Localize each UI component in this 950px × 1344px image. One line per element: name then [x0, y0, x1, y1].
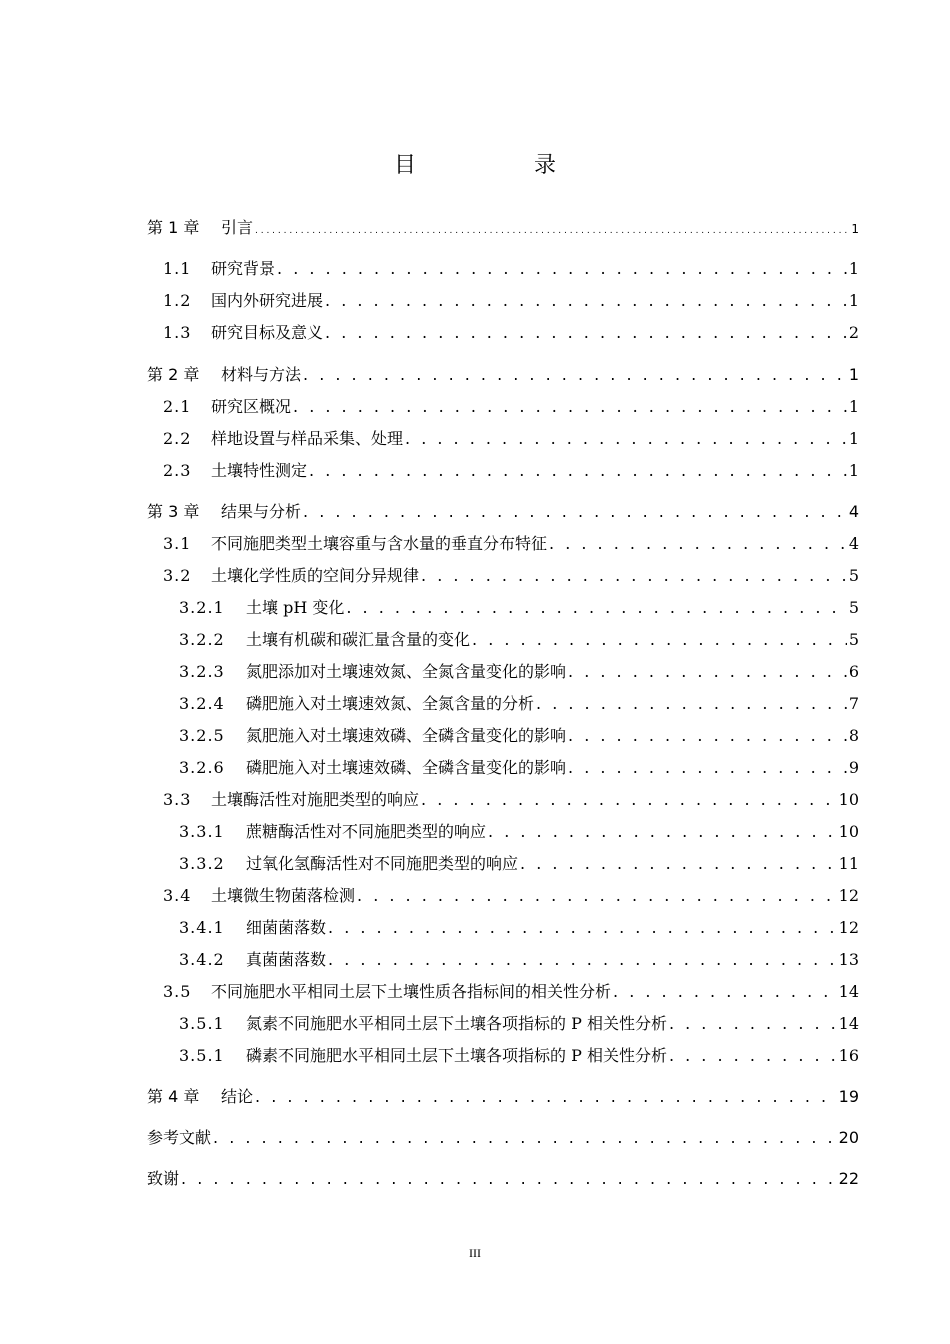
toc-entry-number: 3.4.2	[179, 950, 225, 969]
toc-entry-acknowledgements[interactable]	[147, 1166, 859, 1192]
toc-entry-number: 3.2.4	[179, 694, 225, 713]
toc-entry-page: 14	[838, 982, 859, 1001]
toc-entry-1-3[interactable]	[163, 320, 859, 346]
toc-entry-number: 3.3.2	[179, 854, 225, 873]
toc-entry-number: 3.4	[163, 886, 192, 905]
toc-entry-title: 土壤特性测定	[211, 461, 308, 480]
toc-entry-3-3-1[interactable]	[179, 819, 859, 845]
toc-entry-page: 1	[851, 222, 859, 236]
toc-entry-number: 3.5	[163, 982, 192, 1001]
toc-entry-number: 3.4.1	[179, 918, 225, 937]
toc-entry-3-2-3[interactable]	[179, 659, 859, 685]
toc-entry-number: 3.1	[163, 534, 192, 553]
toc-entry-title: 磷肥施入对土壤速效氮、全氮含量的分析	[246, 694, 535, 713]
toc-entry-number: 第 2 章	[147, 365, 200, 384]
toc-entry-1-1[interactable]	[163, 256, 859, 282]
toc-entry-page: 19	[838, 1087, 859, 1106]
toc-entry-page: 1	[848, 291, 859, 310]
toc-dot-leader	[277, 256, 847, 282]
toc-dot-leader	[536, 691, 847, 717]
toc-entry-title: 材料与方法	[221, 365, 302, 384]
toc-entry-number: 3.2	[163, 566, 192, 585]
toc-entry-3-5[interactable]	[163, 979, 859, 1005]
toc-entry-title: 研究区概况	[211, 397, 292, 416]
toc-entry-chapter-3[interactable]	[147, 499, 859, 525]
toc-dot-leader	[520, 851, 837, 877]
toc-entry-page: 10	[838, 822, 859, 841]
toc-entry-page: 1	[848, 429, 859, 448]
toc-entry-3-2[interactable]	[163, 563, 859, 589]
toc-entry-page: 5	[848, 598, 859, 617]
toc-entry-3-2-1[interactable]	[179, 595, 859, 621]
toc-entry-title: 结论	[221, 1087, 254, 1106]
toc-dot-leader	[328, 915, 837, 941]
toc-dot-leader	[613, 979, 837, 1005]
toc-entry-number: 第 1 章	[147, 218, 200, 237]
toc-entry-page: 1	[848, 461, 859, 480]
toc-entry-number: 2.2	[163, 429, 192, 448]
page-number-footer: III	[469, 1246, 481, 1260]
toc-entry-page: 12	[838, 918, 859, 937]
toc-entry-page: 5	[848, 566, 859, 585]
toc-entry-title: 土壤 pH 变化	[246, 598, 345, 617]
toc-entry-2-1[interactable]	[163, 394, 859, 420]
toc-dot-leader	[325, 288, 847, 314]
toc-dot-leader	[325, 320, 847, 346]
toc-entry-3-2-4[interactable]	[179, 691, 859, 717]
toc-dot-leader	[346, 595, 846, 621]
toc-entry-page: 1	[848, 365, 859, 384]
toc-entry-page: 12	[838, 886, 859, 905]
toc-entry-3-5-1-phosphorus[interactable]	[179, 1043, 859, 1069]
toc-dot-leader	[293, 394, 847, 420]
toc-entry-1-2[interactable]	[163, 288, 859, 314]
toc-entry-page: 4	[848, 534, 859, 553]
toc-dot-leader	[181, 1166, 837, 1192]
toc-entry-number: 3.2.2	[179, 630, 225, 649]
toc-dot-leader	[357, 883, 837, 909]
toc-entry-title: 不同施肥水平相同土层下土壤性质各指标间的相关性分析	[211, 982, 612, 1001]
toc-dot-leader	[309, 458, 847, 484]
toc-entry-number: 2.1	[163, 397, 192, 416]
toc-entry-3-5-1-nitrogen[interactable]	[179, 1011, 859, 1037]
toc-entry-page: 20	[838, 1128, 859, 1147]
toc-entry-title: 氮肥施入对土壤速效磷、全磷含量变化的影响	[246, 726, 567, 745]
toc-entry-number: 1.1	[163, 259, 192, 278]
toc-entry-number: 1.3	[163, 323, 192, 342]
toc-entry-page: 9	[848, 758, 859, 777]
toc-entry-3-4-1[interactable]	[179, 915, 859, 941]
toc-dot-leader	[303, 362, 847, 388]
toc-entry-title: 研究背景	[211, 259, 276, 278]
toc-dot-leader	[303, 499, 847, 525]
toc-entry-page: 10	[838, 790, 859, 809]
toc-entry-page: 1	[848, 397, 859, 416]
toc-entry-page: 22	[838, 1169, 859, 1188]
toc-entry-title: 过氧化氢酶活性对不同施肥类型的响应	[246, 854, 519, 873]
toc-entry-page: 7	[848, 694, 859, 713]
toc-entry-title: 土壤酶活性对施肥类型的响应	[211, 790, 420, 809]
toc-entry-3-4-2[interactable]	[179, 947, 859, 973]
toc-dot-leader	[328, 947, 837, 973]
toc-dot-leader	[255, 218, 849, 244]
toc-entry-3-4[interactable]	[163, 883, 859, 909]
toc-entry-title: 研究目标及意义	[211, 323, 324, 342]
toc-entry-number: 3.2.5	[179, 726, 225, 745]
toc-entry-3-2-5[interactable]	[179, 723, 859, 749]
toc-entry-2-2[interactable]	[163, 426, 859, 452]
toc-entry-page: 8	[848, 726, 859, 745]
toc-dot-leader	[568, 659, 847, 685]
toc-entry-title: 结果与分析	[221, 502, 302, 521]
toc-entry-3-2-2[interactable]	[179, 627, 859, 653]
toc-entry-title: 磷素不同施肥水平相同土层下土壤各项指标的 P 相关性分析	[246, 1046, 667, 1065]
toc-entry-number: 3.5.1	[179, 1046, 225, 1065]
toc-entry-3-1[interactable]	[163, 531, 859, 557]
toc-entry-chapter-1[interactable]	[147, 215, 859, 241]
toc-entry-page: 2	[848, 323, 859, 342]
toc-entry-title: 土壤微生物菌落检测	[211, 886, 356, 905]
toc-entry-title: 氮肥添加对土壤速效氮、全氮含量变化的影响	[246, 662, 567, 681]
toc-entry-number: 3.5.1	[179, 1014, 225, 1033]
toc-entry-title: 真菌菌落数	[246, 950, 327, 969]
toc-entry-references[interactable]	[147, 1125, 859, 1151]
toc-dot-leader	[472, 627, 847, 653]
toc-entry-number: 3.2.6	[179, 758, 225, 777]
toc-entry-page: 4	[848, 502, 859, 521]
toc-entry-title: 不同施肥类型土壤容重与含水量的垂直分布特征	[211, 534, 548, 553]
toc-entry-3-3-2[interactable]	[179, 851, 859, 877]
toc-entry-page: 5	[848, 630, 859, 649]
toc-dot-leader	[669, 1011, 837, 1037]
toc-entry-number: 1.2	[163, 291, 192, 310]
toc-entry-page: 11	[838, 854, 859, 873]
toc-dot-leader	[488, 819, 837, 845]
toc-entry-number: 第 4 章	[147, 1087, 200, 1106]
toc-dot-leader	[255, 1084, 837, 1110]
toc-dot-leader	[669, 1043, 837, 1069]
toc-entry-title: 致谢	[147, 1169, 180, 1188]
toc-entry-title: 细菌菌落数	[246, 918, 327, 937]
toc-entry-title: 土壤有机碳和碳汇量含量的变化	[246, 630, 471, 649]
toc-entry-title: 引言	[221, 218, 254, 237]
toc-entry-page: 6	[848, 662, 859, 681]
toc-entry-title: 土壤化学性质的空间分异规律	[211, 566, 420, 585]
toc-dot-leader	[421, 787, 837, 813]
toc-entry-2-3[interactable]	[163, 458, 859, 484]
toc-entry-number: 3.3.1	[179, 822, 225, 841]
toc-entry-number: 第 3 章	[147, 502, 200, 521]
toc-dot-leader	[568, 723, 847, 749]
toc-entry-title: 样地设置与样品采集、处理	[211, 429, 404, 448]
toc-entry-title: 国内外研究进展	[211, 291, 324, 310]
toc-dot-leader	[421, 563, 847, 589]
toc-entry-number: 3.2.1	[179, 598, 225, 617]
toc-entry-page: 16	[838, 1046, 859, 1065]
toc-entry-chapter-4[interactable]	[147, 1084, 859, 1110]
toc-entry-number: 3.2.3	[179, 662, 225, 681]
toc-dot-leader	[568, 755, 847, 781]
toc-entry-number: 3.3	[163, 790, 192, 809]
toc-entry-page: 13	[838, 950, 859, 969]
toc-entry-page: 14	[838, 1014, 859, 1033]
toc-entry-number: 2.3	[163, 461, 192, 480]
toc-entry-title: 氮素不同施肥水平相同土层下土壤各项指标的 P 相关性分析	[246, 1014, 667, 1033]
toc-entry-title: 蔗糖酶活性对不同施肥类型的响应	[246, 822, 487, 841]
toc-entry-title: 参考文献	[147, 1128, 212, 1147]
toc-dot-leader	[213, 1125, 837, 1151]
toc-entry-title: 磷肥施入对土壤速效磷、全磷含量变化的影响	[246, 758, 567, 777]
toc-dot-leader	[549, 531, 847, 557]
toc-title: 目 录	[393, 153, 604, 178]
toc-entry-3-3[interactable]	[163, 787, 859, 813]
toc-entry-page: 1	[848, 259, 859, 278]
toc-entry-3-2-6[interactable]	[179, 755, 859, 781]
toc-dot-leader	[405, 426, 847, 452]
toc-entry-chapter-2[interactable]	[147, 362, 859, 388]
